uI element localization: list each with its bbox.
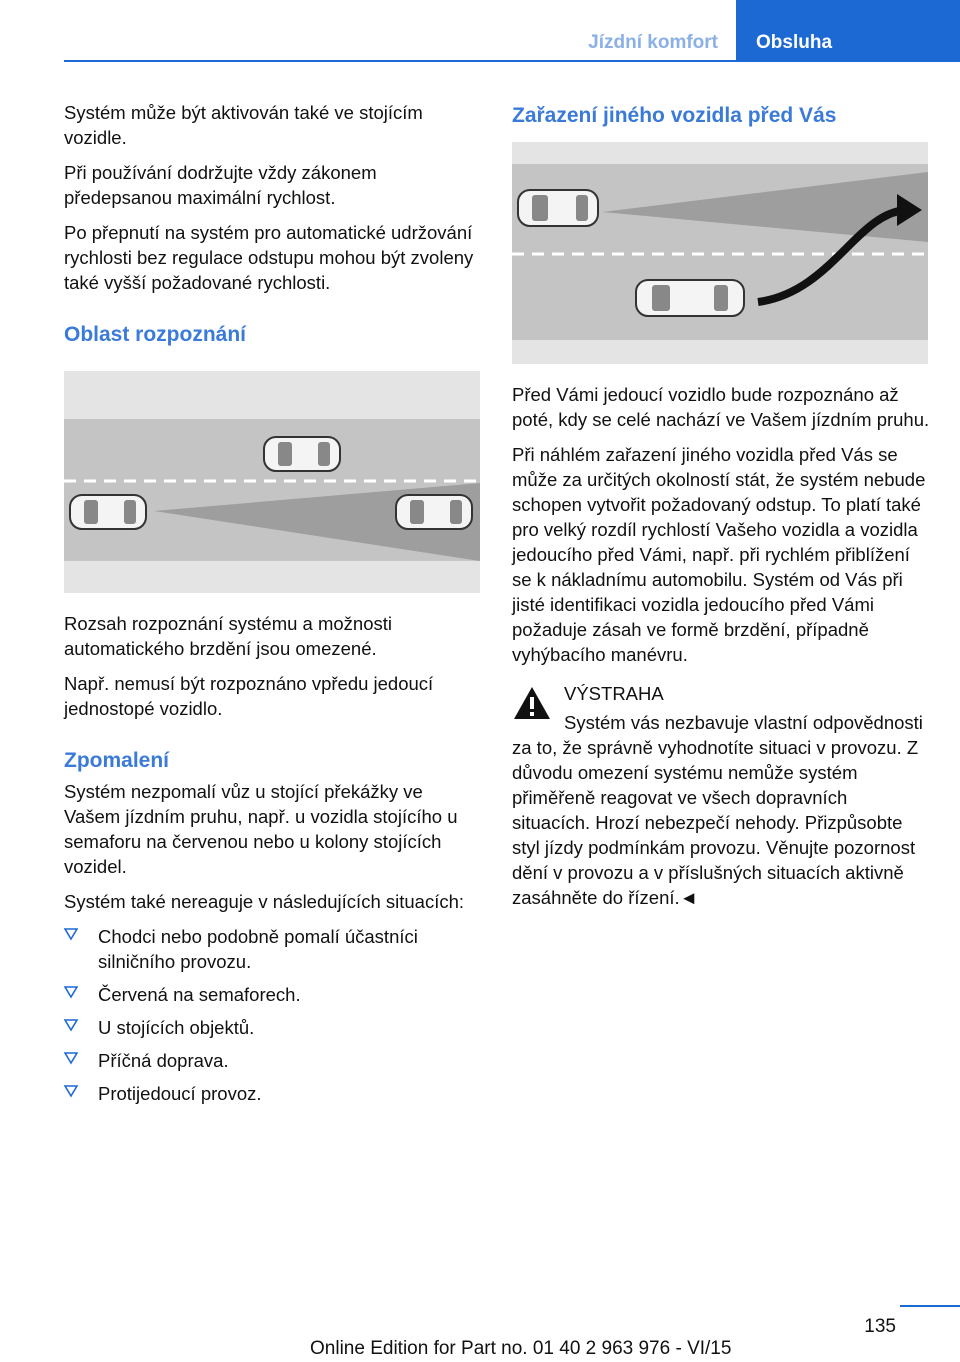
intro-paragraph: Po přepnutí na systém pro automatické udržování rychlosti bez regulace odstupu mohou být zvoleny také vyšší požadované rychlosti. (64, 222, 474, 293)
slowing-heading: Zpomalení (64, 749, 170, 772)
situation-list (64, 924, 482, 1106)
warning-text: Systém vás nezbavuje vlastní odpovědnosti za to, že správně vyhodnotíte situaci v provozu. Z důvodu omezení systému nemůže systém přiměřeně reagovat ve všech dopravních situacích. Hrozí nebezpečí nehody. Přizpůsobte styl jízdy podmínkám provozu. Věnujte pozornost dění v provozu a v příslušných situacích aktivně zasáhněte do řízení.◄ (512, 712, 923, 908)
car-own (70, 495, 146, 529)
warning-box (512, 681, 930, 910)
list-item-text: Příčná doprava. (98, 1050, 229, 1071)
triangle-bullet-icon (64, 1018, 78, 1032)
car-own (518, 190, 598, 226)
slowing-paragraph: Systém nezpomalí vůz u stojící překážky ve Vašem jízdním pruhu, např. u vozidla stojícího u semaforu na červenou nebo u kolony stojících vozidel. (64, 781, 458, 877)
cut-in-illustration (512, 142, 928, 364)
car-front (396, 495, 472, 529)
triangle-bullet-icon (64, 985, 78, 999)
detection-range-illustration (64, 371, 480, 593)
list-item (64, 924, 482, 974)
page-header (0, 0, 960, 62)
warning-title: VÝSTRAHA (564, 683, 664, 704)
list-item-text: Červená na semaforech. (98, 984, 301, 1005)
triangle-bullet-icon (64, 1051, 78, 1065)
section-tab[interactable]: Jízdní komfort (588, 32, 718, 53)
left-column (64, 100, 482, 1114)
detection-paragraph: Rozsah rozpoznání systému a možnosti automatického brzdění jsou omezené. (64, 613, 393, 659)
list-item-text: U stojících objektů. (98, 1017, 255, 1038)
triangle-bullet-icon (64, 1084, 78, 1098)
chapter-tab[interactable]: Obsluha (736, 0, 960, 62)
list-item-text: Chodci nebo podobně pomalí účastníci silničního provozu. (98, 926, 418, 972)
header-rule (64, 60, 960, 62)
intro-paragraph: Systém může být aktivován také ve stojícím vozidle. (64, 102, 423, 148)
right-column (512, 100, 930, 910)
list-item (64, 982, 482, 1007)
slowing-paragraph: Systém také nereaguje v následujících situacích: (64, 891, 465, 912)
list-item (64, 1048, 482, 1073)
car-front-upper (264, 437, 340, 471)
edition-footer: Online Edition for Part no. 01 40 2 963 976 - VI/15 (310, 1338, 732, 1359)
warning-icon (512, 685, 552, 721)
detection-paragraph: Např. nemusí být rozpoznáno vpředu jedoucí jednostopé vozidlo. (64, 673, 434, 719)
page-number: 135 (864, 1316, 896, 1337)
intro-paragraph: Při používání dodržujte vždy zákonem předepsanou maximální rychlost. (64, 162, 377, 208)
cut-in-paragraph: Při náhlém zařazení jiného vozidla před Vás se může za určitých okolností stát, že systém nebude schopen vytvořit požadovaný odstup. To platí také pro velký rozdíl rychlostí Vašeho vozidla a vozidla jedoucího před Vámi, např. při rychlém přiblížení se k nákladnímu automobilu. Systém od Vás při jisté identifikaci vozidla jedoucího před Vámi požaduje zásah ve formě brzdění, případně vyhýbacího manévru. (512, 444, 926, 665)
list-item-text: Protijedoucí provoz. (98, 1083, 262, 1104)
footer-rule (900, 1305, 960, 1307)
triangle-bullet-icon (64, 927, 78, 941)
list-item (64, 1081, 482, 1106)
car-cutting-in (636, 280, 744, 316)
list-item (64, 1015, 482, 1040)
detection-heading: Oblast rozpoznání (64, 323, 247, 346)
cut-in-paragraph: Před Vámi jedoucí vozidlo bude rozpoznáno až poté, kdy se celé nachází ve Vašem jízdním pruhu. (512, 384, 930, 430)
cut-in-heading: Zařazení jiného vozidla před Vás (512, 104, 837, 127)
